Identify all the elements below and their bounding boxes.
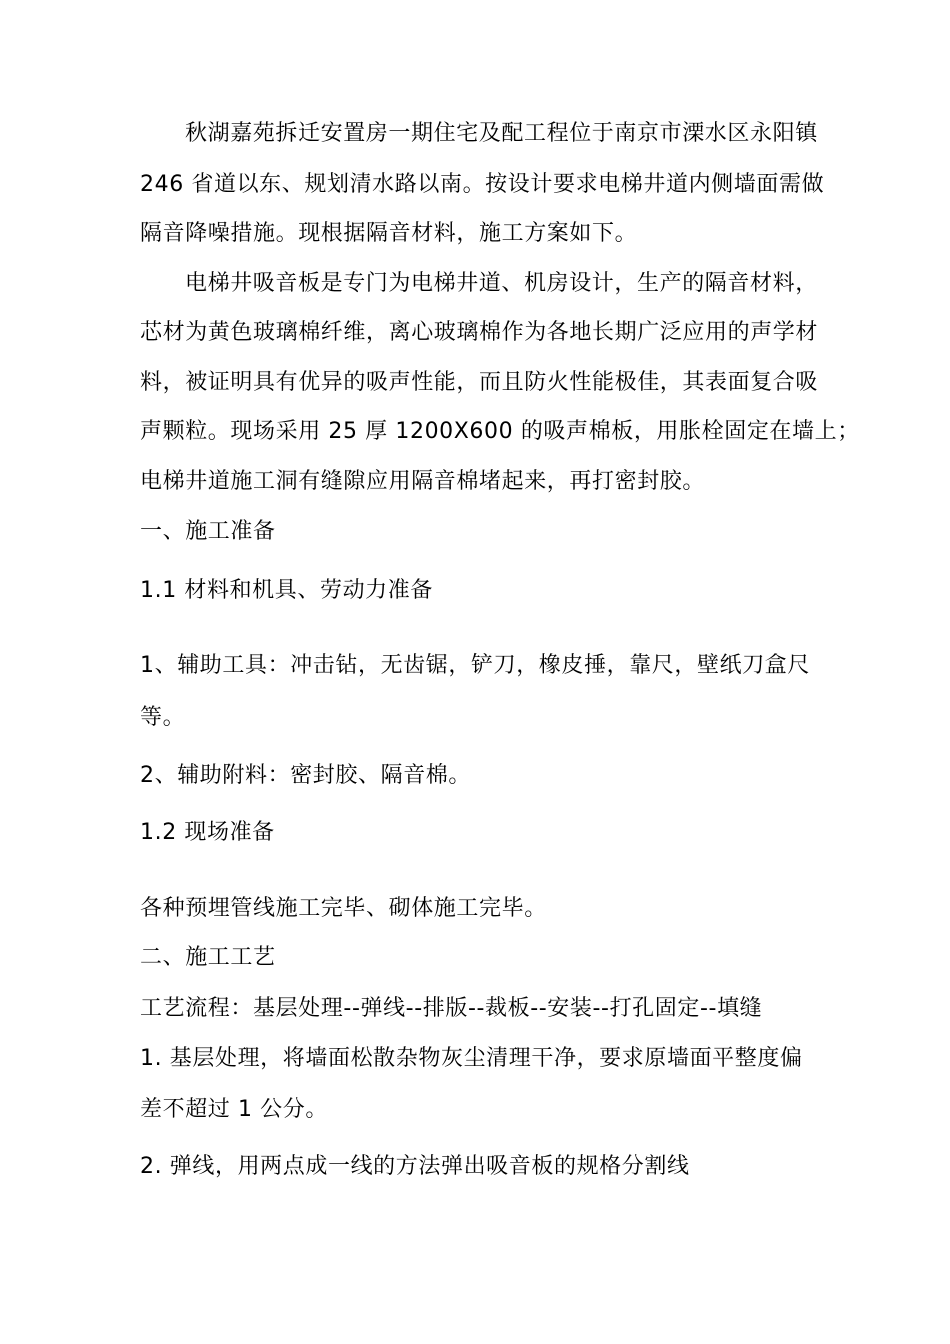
section2-heading: 二、施工工艺 — [140, 945, 276, 970]
paragraph1-line1: 秋湖嘉苑拆迁安置房一期住宅及配工程位于南京市溧水区永阳镇 — [185, 121, 818, 146]
section2-flow: 工艺流程：基层处理--弹线--排版--裁板--安装--打孔固定--填缝 — [140, 996, 763, 1021]
section1-item1-line2: 等。 — [140, 705, 186, 730]
section1-item1-line1: 1、辅助工具：冲击钻，无齿锯，铲刀，橡皮捶，靠尺，壁纸刀盒尺 — [140, 653, 810, 678]
section1-sub2-text: 各种预埋管线施工完毕、砌体施工完毕。 — [140, 896, 547, 921]
section2-step1-line2: 差不超过 1 公分。 — [140, 1097, 328, 1122]
section1-sub1-heading: 1.1 材料和机具、劳动力准备 — [140, 578, 433, 603]
paragraph2-line3: 料，被证明具有优异的吸声性能，而且防火性能极佳，其表面复合吸 — [140, 370, 819, 395]
paragraph2-line1: 电梯井吸音板是专门为电梯井道、机房设计，生产的隔音材料， — [185, 271, 818, 296]
paragraph2-line5: 电梯井道施工洞有缝隙应用隔音棉堵起来，再打密封胶。 — [140, 469, 706, 494]
section1-item2: 2、辅助附料：密封胶、隔音棉。 — [140, 763, 471, 788]
paragraph1-line2: 246 省道以东、规划清水路以南。按设计要求电梯井道内侧墙面需做 — [140, 172, 825, 197]
paragraph1-line3: 隔音降噪措施。现根据隔音材料，施工方案如下。 — [140, 221, 638, 246]
section2-step1-line1: 1. 基层处理，将墙面松散杂物灰尘清理干净，要求原墙面平整度偏 — [140, 1046, 803, 1071]
section2-step2: 2. 弹线，用两点成一线的方法弹出吸音板的规格分割线 — [140, 1154, 690, 1179]
section1-sub2-heading: 1.2 现场准备 — [140, 820, 275, 845]
paragraph2-line4: 声颗粒。现场采用 25 厚 1200X600 的吸声棉板，用胀栓固定在墙上； — [140, 419, 860, 444]
paragraph2-line2: 芯材为黄色玻璃棉纤维，离心玻璃棉作为各地长期广泛应用的声学材 — [140, 320, 819, 345]
section1-heading: 一、施工准备 — [140, 519, 276, 544]
